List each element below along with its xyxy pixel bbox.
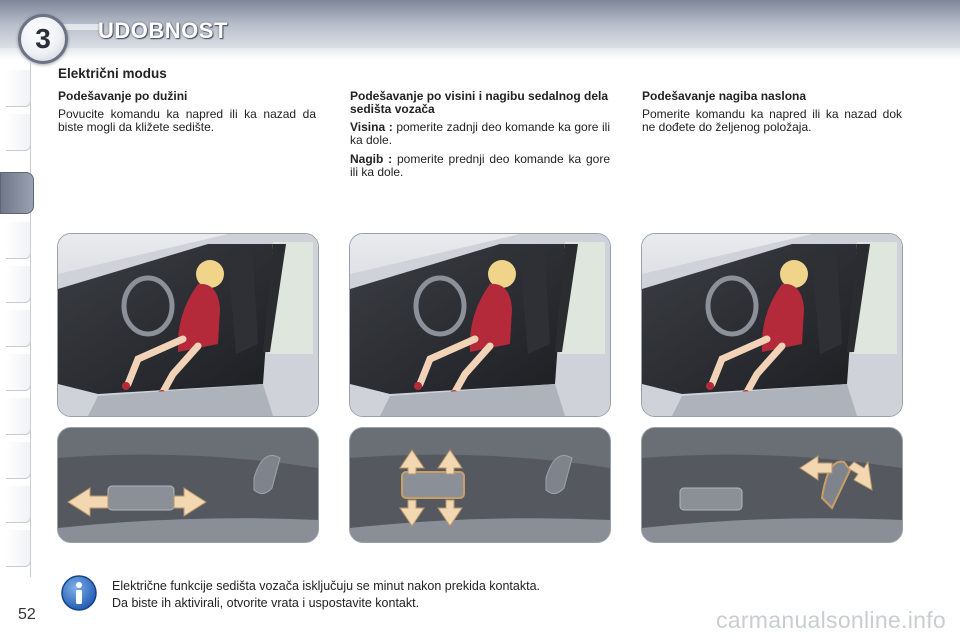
chapter-tab-5[interactable]: [6, 266, 31, 303]
header-fade: [0, 48, 960, 60]
header-wing: [62, 24, 102, 30]
column-backrest-adjust: [642, 90, 902, 140]
column-paragraph: [642, 108, 902, 134]
illustration-driver-seat-2: [349, 233, 611, 417]
column-paragraph: [350, 121, 610, 147]
illustration-switch-backrest: [641, 427, 903, 543]
term-label: Visina :: [350, 120, 393, 134]
term-label: Nagib :: [350, 152, 393, 166]
chapter-tab-7[interactable]: [6, 354, 31, 391]
chapter-tab-4[interactable]: [6, 222, 31, 259]
column-text: pomerite prednji deo komande ka gore ili ka dole.: [350, 152, 610, 179]
page-number: 52: [18, 606, 36, 623]
chapter-tab-11[interactable]: [6, 530, 31, 567]
section-heading: Električni modus: [58, 66, 167, 81]
seat-height-switch: [402, 472, 464, 498]
backrest-switch-scene: [642, 428, 902, 542]
info-icon: [60, 574, 98, 612]
info-line-2: Da biste ih aktivirali, otvorite vrata i uspostavite kontakt.: [112, 596, 420, 610]
seat-slide-switch: [108, 486, 174, 510]
illustration-driver-seat-1: [57, 233, 319, 417]
chapter-tab-10[interactable]: [6, 486, 31, 523]
column-heading: Podešavanje nagiba naslona: [642, 89, 807, 103]
illustration-driver-seat-3: [641, 233, 903, 417]
column-heading: Podešavanje po dužini: [58, 89, 188, 103]
column-height-tilt-adjust: [350, 90, 610, 185]
illustration-switch-height-tilt: [349, 427, 611, 543]
info-line-1: Električne funkcije sedišta vozača isključuju se minut nakon prekida kontakta.: [112, 579, 540, 593]
column-length-adjust: [58, 90, 316, 140]
chapter-title: UDOBNOST: [98, 18, 228, 43]
chapter-tab-6[interactable]: [6, 310, 31, 347]
chapter-tab-9[interactable]: [6, 442, 31, 479]
watermark: carmanualsonline.info: [715, 607, 946, 633]
seat-switch: [680, 488, 742, 510]
chapter-number-badge: 3: [18, 14, 68, 64]
column-paragraph: [58, 108, 316, 134]
column-text: Povucite komandu ka napred ili ka nazad da biste mogli da kližete sedište.: [58, 107, 316, 134]
chapter-tab-8[interactable]: [6, 398, 31, 435]
column-text: Pomerite komandu ka napred ili ka nazad dok ne dođete do željenog položaja.: [642, 107, 902, 134]
chapter-tab-1[interactable]: [6, 70, 31, 107]
seat-switch-scene: [58, 428, 318, 542]
column-heading: Podešavanje po visini i nagibu sedalnog dela sedišta vozača: [350, 89, 609, 116]
column-text: pomerite zadnji deo komande ka gore ili ka dole.: [350, 120, 610, 147]
info-note: [112, 578, 540, 612]
driver-seat-scene: [58, 234, 318, 416]
driver-seat-scene: [350, 234, 610, 416]
column-paragraph: [350, 153, 610, 179]
seat-switch-scene: [350, 428, 610, 542]
driver-seat-scene: [642, 234, 902, 416]
chapter-tab-rail: [0, 62, 34, 582]
chapter-tab-3-active[interactable]: [0, 172, 34, 214]
illustration-switch-slide: [57, 427, 319, 543]
chapter-tab-2[interactable]: [6, 114, 31, 151]
